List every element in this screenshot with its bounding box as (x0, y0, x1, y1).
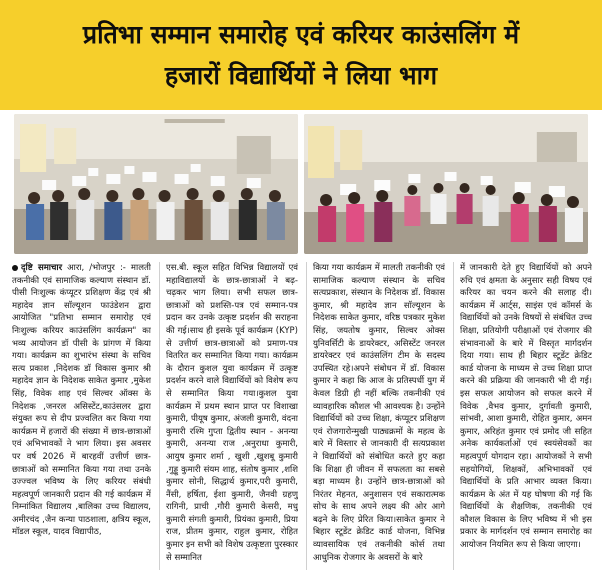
headline-banner (0, 0, 602, 110)
bullet-icon (12, 265, 18, 271)
event-photo-right (304, 114, 588, 254)
article-body (12, 262, 592, 570)
column-text: किया गया कार्यक्रम में मालती तकनीकी एवं सामाजिक कल्याण संस्थान के सचिव सत्यप्रकाश, संस्थान के निदेशक डॉ. विकास कुमार, श्री महादेव ज्ञान सॉल्यूशन के निदेशक साकेत कुमार, वरिष्ठ पत्रकार मुकेश सिंह, जयतोष कुमार, सिल्वर ओक्स युनिवर्सिटी के डायरेक्टर, असिस्टेंट जनरल डायरेक्टर एवं काउंसलिंग टीम के सदस्य उपस्थित रहे।अपने संबोधन में डॉ. विकास कुमार ने कहा कि आज के प्रतिस्पर्धी युग में केवल डिग्री ही नहीं बल्कि तकनीकी एवं व्यावहारिक कौशल भी आवश्यक है। उन्होंने विद्यार्थियों को उच्च शिक्षा, कंप्यूटर प्रशिक्षण एवं रोजगारोन्मुखी पाठ्यक्रमों के महत्व के बारे में विस्तार से जानकारी दी सत्यप्रकाश ने विद्यार्थियों को संबोधित करते हुए कहा कि शिक्षा ही जीवन में सफलता का सबसे बड़ा माध्यम है। उन्होंने छात्र-छात्राओं को निरंतर मेहनत, अनुशासन एवं सकारात्मक सोच के साथ अपने लक्ष्य की ओर आगे बढ़ने के लिए प्रेरित किया।साकेत कुमार ने बिहार स्टूडेंट क्रेडिट कार्ड योजना, विभिन्न व्यावसायिक एवं तकनीकी कोर्स तथा आधुनिक रोजगार के अवसरों के बारे (313, 263, 445, 563)
headline-line-1: प्रतिभा सम्मान समारोह एवं करियर काउंसलिंग में (82, 20, 520, 49)
classroom-photo-right (304, 114, 588, 254)
column-text: में जानकारी देते हुए विद्यार्थियों को अपने रुचि एवं क्षमता के अनुसार सही विषय एवं करियर का चयन करने की सलाह दी। कार्यक्रम में आर्ट्स, साइंस एवं कॉमर्स के विद्यार्थियों को उनके विषयों से संबंधित उच्च शिक्षा, प्रतियोगी परीक्षाओं एवं रोजगार की संभावनाओं के बारे में विस्तृत मार्गदर्शन दिया गया। साथ ही बिहार स्टूडेंट क्रेडिट कार्ड योजना के माध्यम से उच्च शिक्षा प्राप्त करने की प्रक्रिया की जानकारी भी दी गई।इस सफल आयोजन को सफल करने में विवेक ,वैभव कुमार, दुर्गावती कुमारी, सांभवी, आशा कुमारी, रोहित कुमार, अमन कुमार, अरिहंत कुमार एवं प्रमोद जी सहित अनेक कार्यकर्ताओं एवं स्वयंसेवकों का महत्वपूर्ण योगदान रहा। आयोजकों ने सभी सहयोगियों, शिक्षकों, अभिभावकों एवं विद्यार्थियों के प्रति आभार व्यक्त किया।कार्यक्रम के अंत में यह घोषणा की गई कि विद्यार्थियों के शैक्षणिक, तकनीकी एवं कौशल विकास के लिए भविष्य में भी इस प्रकार के मार्गदर्शन एवं सम्मान समारोह का आयोजन नियमित रूप से किया जाएगा। (460, 263, 592, 551)
headline-line-2: हजारों विद्यार्थियों ने लिया भाग (164, 61, 438, 90)
article-column-3 (306, 262, 445, 570)
article-column-2 (159, 262, 298, 570)
photo-strip (0, 114, 602, 254)
column-text: एस.बी. स्कूल सहित विभिन्न विद्यालयों एवं महाविद्यालयों के छात्र-छात्राओं ने बढ़-चढ़कर भाग लिया। सभी सफल छात्र-छात्राओं को प्रशस्ति-पत्र एवं सम्मान-पत्र प्रदान कर उनके उत्कृष्ट प्रदर्शन की सराहना की गई।साथ ही इसके पूर्व कार्यक्रम (KYP) से उत्तीर्ण छात्र-छात्राओं को प्रमाण-पत्र वितरित कर सम्मानित किया गया। कार्यक्रम के दौरान कुशल युवा कार्यक्रम में उत्कृष्ट प्रदर्शन करने वाले विद्यार्थियों को विशेष रूप से सम्मानित किया गया।कुशल युवा कार्यक्रम में प्रथम स्थान प्राप्त पर विशाखा कुमारी, पीयूष कुमार, अंजली कुमारी, वंदना कुमारी रश्मि गुप्ता द्वितीय स्थान - अनन्या कुमारी, अनन्या राज ,अनुराधा कुमारी, आयुष कुमार शर्मा , खुशी ,खुशबू कुमारी ,गुड्डू कुमारी संयम शाह, संतोष कुमार ,शशि कुमार सोनी, सिद्धार्थ कुमार,परी कुमारी, नैंसी, हर्षिता, ईशा कुमारी, जैनवी ग्रहणु रागिनी, प्राची ,गौरी कुमारी केसरी, मधु कुमारी संगती कुमारी, प्रियंका कुमारी, प्रिया राज, प्रीतम कुमार, राहुल कुमार, रोहित कुमार इन सभी को विशेष उत्कृष्टता पुरस्कार से सम्मानित (166, 263, 298, 563)
classroom-photo-left (14, 114, 298, 254)
column-text: आरा, /भोजपुर :- मालती तकनीकी एवं सामाजिक कल्याण संस्थान डॉ. पीसी निःशुल्क कंप्यूटर प्रशिक्षण केंद्र एवं श्री महादेव ज्ञान सॉल्यूशन फाउंडेशन द्वारा आयोजित "प्रतिभा सम्मान समारोह एवं निःशुल्क करियर काउंसलिंग कार्यक्रम" का भव्य आयोजन डॉ पीसी के प्रांगण में किया गया। कार्यक्रम का शुभारंभ संस्था के सचिव सत्य प्रकाश ,निदेशक डॉ विकास कुमार श्री महादेव ज्ञान के निदेशक साकेत कुमार ,मुकेश सिंह, विवेक शाह एवं सिल्वर ऑक्स के निदेशक ,जनरल असिस्टेंट,काउंसलर द्वारा संयुक्त रूप से दीप प्रज्वलित कर किया गया कार्यक्रम में हजारों की संख्या में छात्र-छात्राओं एवं अभिभावकों ने भाग लिया। इस अवसर पर वर्ष 2026 में बारहवीं उत्तीर्ण छात्र-छात्राओं को सम्मानित किया गया तथा उनके उज्ज्वल भविष्य के लिए करियर संबंधी महत्वपूर्ण जानकारी प्रदान की गई कार्यक्रम में निम्नांकित विद्यालय ,बालिका उच्च विद्यालय, अमीरचंद ,जैन कन्या पाठशाला, क्षत्रिय स्कूल, मॉडल स्कूल, यादव विद्यापीठ, (12, 263, 151, 538)
article-column-1 (12, 262, 151, 570)
byline: दृष्टि समाचार (21, 263, 63, 273)
article-column-4 (453, 262, 592, 570)
event-photo-left (14, 114, 298, 254)
headline (16, 14, 586, 96)
